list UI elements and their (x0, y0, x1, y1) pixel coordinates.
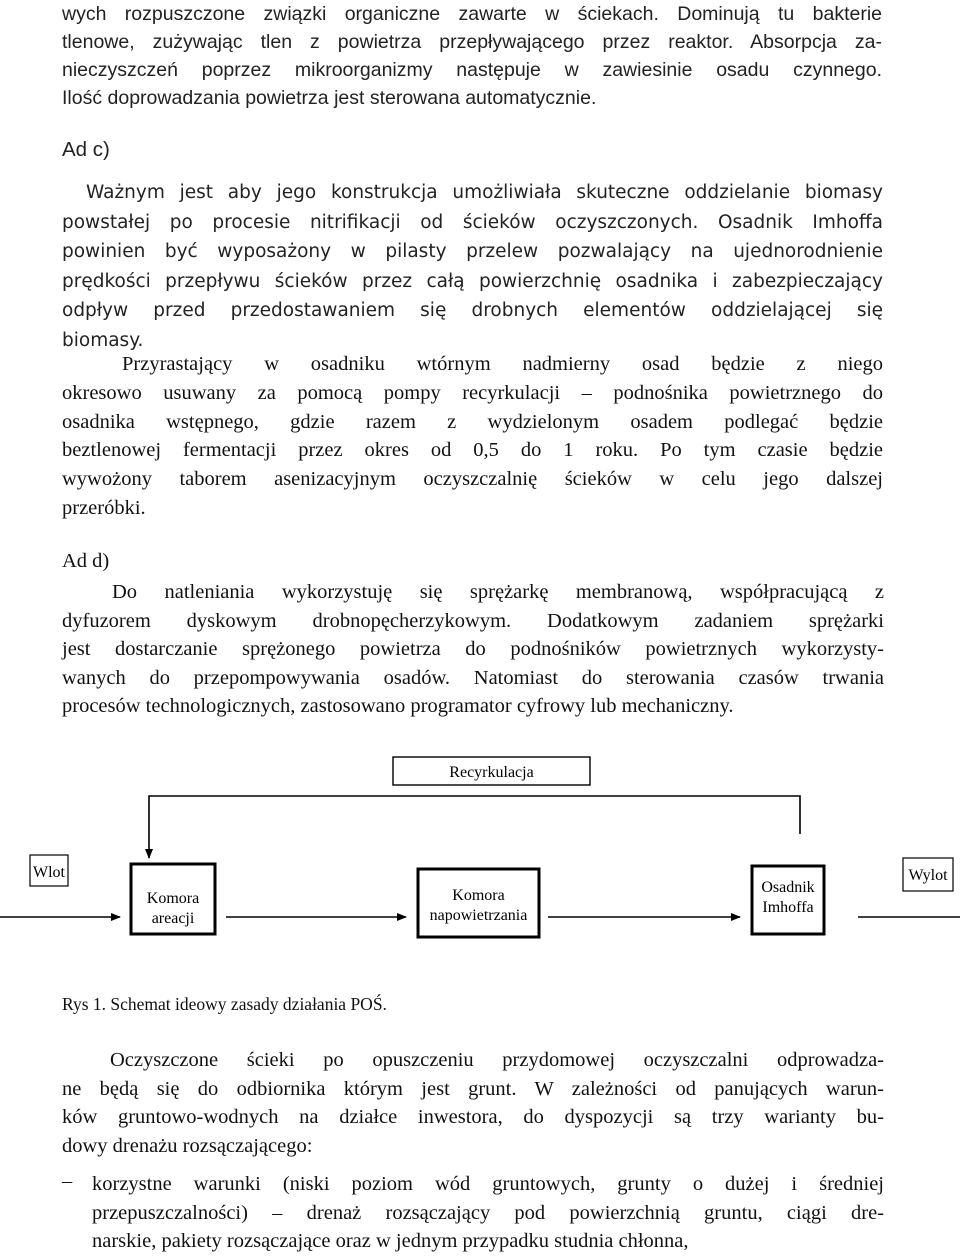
ventilation-chamber-label: napowietrzania (429, 907, 528, 924)
text-line: osadnika wstępnego, gdzie razem z wydzielonym osadem podlegać będzie (62, 410, 883, 433)
text-line: wanych do przepompowywania osadów. Natomiast do sterowania czasów trwania (62, 666, 884, 689)
intro-paragraph (62, 0, 882, 112)
section-c-paragraph-2 (62, 350, 883, 523)
text-line: Ilość doprowadzania powietrza jest sterowana automatycznie. (62, 87, 597, 109)
text-line: tlenowe, zużywając tlen z powietrza przepływającego przez reaktor. Absorpcja za- (62, 31, 882, 53)
ventilation-chamber-label: Komora (452, 887, 505, 904)
section-c-paragraph-1 (62, 178, 883, 355)
recirculation-label: Recyrkulacja (449, 764, 534, 781)
text-line: korzystne warunki (niski poziom wód gruntowych, grunty o dużej i średniej (92, 1173, 884, 1195)
text-line: powstałej po procesie nitrifikacji od ścieków oczyszczonych. Osadnik Imhoffa (62, 211, 883, 233)
imhoff-tank-label: Imhoffa (762, 899, 814, 916)
closing-paragraph (62, 1046, 884, 1160)
text-line: Przyrastający w osadniku wtórnym nadmierny osad będzie z niego (122, 353, 883, 375)
text-line: przeróbki. (62, 496, 146, 519)
text-line: prędkości przepływu ścieków przez całą powierzchnię osadnika i zabezpieczający (62, 270, 883, 292)
figure-caption: Rys 1. Schemat ideowy zasady działania POŚ. (62, 994, 387, 1014)
inlet-label: Wlot (33, 864, 65, 881)
aeration-chamber-label: Komora (146, 890, 200, 907)
text-line: Ważnym jest aby jego konstrukcja umożliwiała skuteczne oddzielanie biomasy (86, 182, 883, 203)
process-flow-diagram (0, 740, 960, 955)
text-line: powinien być wyposażony w pilasty przelew pozwalający na ujednorodnienie (62, 241, 883, 262)
aeration-chamber-label: areacji (151, 910, 195, 927)
text-line: Do natleniania wykorzystuję się sprężarkę membranową, współpracującą z (112, 581, 884, 603)
section-c-heading: Ad c) (62, 138, 110, 161)
text-line: dyfuzorem dyskowym drobnopęcherzykowym. Dodatkowym zadaniem sprężarki (62, 609, 884, 632)
text-line: Oczyszczone ścieki po opuszczeniu przydomowej oczyszczalni odprowadza- (110, 1049, 884, 1071)
section-d-paragraph (62, 578, 884, 721)
text-line: nieczyszczeń poprzez mikroorganizmy następuje w zawiesinie osadu czynnego. (62, 59, 882, 81)
text-line: odpływ przed przedostawaniem się drobnych elementów oddzielającej się (62, 300, 883, 321)
text-line: beztlenowej fermentacji przez okres od 0,5 do 1 roku. Po tym czasie będzie (62, 439, 883, 462)
text-line: okresowo usuwany za pomocą pompy recyrkulacji – podnośnika powietrznego do (62, 381, 883, 404)
outlet-label: Wylot (908, 867, 948, 884)
recirculation-flow-line (149, 796, 800, 858)
text-line: ne będą się do odbiornika którym jest grunt. W zależności od panujących warun- (62, 1077, 884, 1100)
imhoff-tank-label: Osadnik (761, 879, 815, 896)
text-line: jest dostarczanie sprężonego powietrza do podnośników powietrznych wykorzysty- (62, 638, 884, 660)
text-line: procesów technologicznych, zastosowano programator cyfrowy lub mechaniczny. (62, 695, 734, 717)
list-bullet: – (62, 1170, 73, 1192)
text-line: ków gruntowo-wodnych na działce inwestora, do dyspozycji są trzy warianty bu- (62, 1106, 884, 1128)
text-line: narskie, pakiety rozsączające oraz w jednym przypadku studnia chłonna, (92, 1230, 689, 1252)
text-line: biomasy. (62, 329, 144, 351)
text-line: wywożony taborem asenizacyjnym oczyszczalnię ścieków w celu jego dalszej (62, 468, 883, 491)
text-line: dowy drenażu rozsączającego: (62, 1134, 313, 1157)
text-line: wych rozpuszczone związki organiczne zawarte w ściekach. Dominują tu bakterie (62, 3, 882, 25)
section-d-heading: Ad d) (62, 550, 110, 572)
text-line: przepuszczalności) – drenaż rozsączający pod powierzchnią gruntu, ciągi dre- (92, 1201, 884, 1224)
list-item (92, 1170, 884, 1256)
